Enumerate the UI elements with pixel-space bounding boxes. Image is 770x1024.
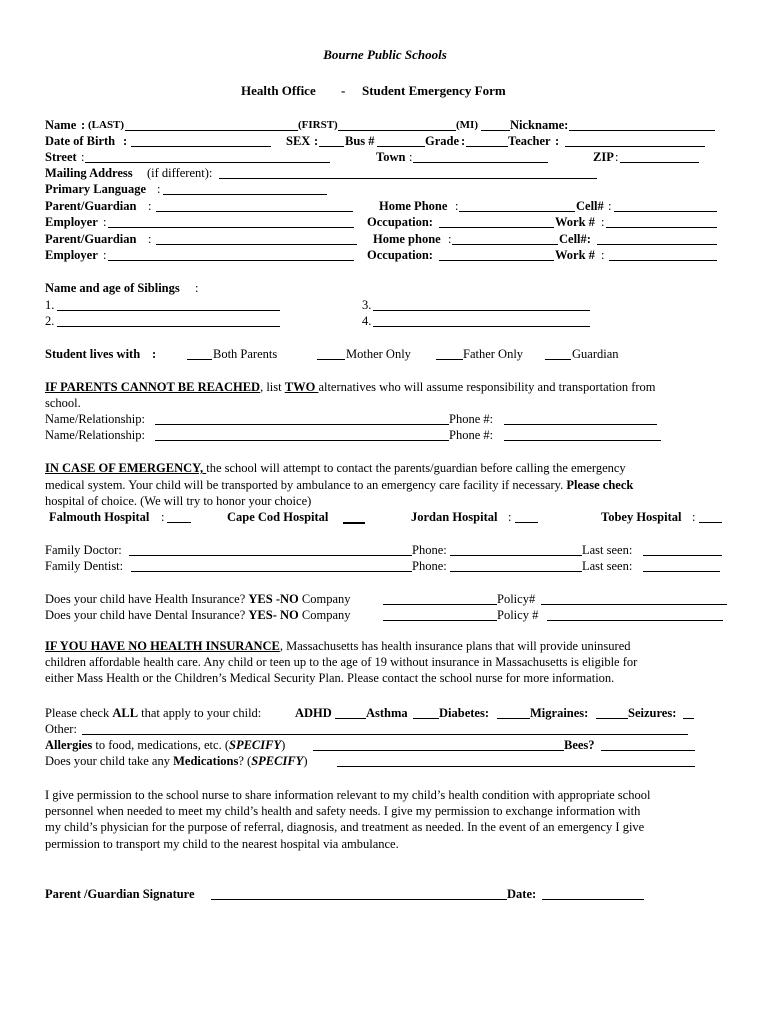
occupation2-label: Occupation: bbox=[367, 248, 433, 262]
alternatives-line-2 bbox=[0, 395, 770, 411]
conditions-prompt bbox=[45, 705, 261, 721]
health-insurance-text: Does your child have Health Insurance? bbox=[45, 592, 249, 606]
conditions-row bbox=[0, 705, 770, 721]
emergency-text-a: the school will attempt to contact the parents/guardian before calling the emergency bbox=[206, 461, 626, 475]
form-title: Student Emergency Form bbox=[362, 83, 506, 98]
allergies-close-paren: ) bbox=[281, 738, 286, 752]
town-colon: : bbox=[409, 150, 413, 164]
other-label: Other: bbox=[45, 722, 77, 736]
dental-company-label: Company bbox=[301, 608, 351, 622]
nickname-field[interactable] bbox=[569, 130, 715, 131]
no-insurance-line-2: children affordable health care. Any child or teen up to the age of 19 without insurance in Massachusetts is eligible for bbox=[45, 655, 638, 670]
employer1-field[interactable] bbox=[108, 227, 354, 228]
alternatives-text-a: , list bbox=[260, 380, 285, 394]
home-phone1-colon: : bbox=[455, 199, 459, 213]
migraines-label: Migraines: bbox=[530, 706, 589, 720]
mailing-row bbox=[0, 165, 770, 181]
cell1-colon: : bbox=[608, 199, 612, 213]
lives-with-colon: : bbox=[152, 347, 157, 361]
home-phone2-label: Home phone bbox=[373, 232, 441, 246]
other-row bbox=[0, 721, 770, 737]
sibling-2-field[interactable] bbox=[57, 326, 280, 327]
name-colon: : bbox=[81, 118, 86, 132]
doctor-phone-label: Phone: bbox=[412, 543, 447, 557]
dentist-row bbox=[0, 558, 770, 574]
employer1-colon: : bbox=[103, 215, 107, 229]
siblings-row-2 bbox=[0, 313, 770, 329]
alt-phone-1-field[interactable] bbox=[504, 424, 657, 425]
grade-field[interactable] bbox=[466, 146, 508, 147]
no-insurance-line-3: either Mass Health or the Children’s Medical Security Plan. Please contact the school nurse for more information. bbox=[45, 671, 615, 686]
dental-insurance-text: Does your child have Dental Insurance? bbox=[45, 608, 249, 622]
medications-close-paren: ) bbox=[303, 754, 308, 768]
sex-label: SEX bbox=[286, 134, 311, 148]
allergies-text bbox=[45, 737, 285, 753]
seizures-label: Seizures: bbox=[628, 706, 677, 720]
sibling-2-number: 2. bbox=[45, 314, 55, 328]
tobey-hospital-label: Tobey Hospital bbox=[601, 510, 682, 524]
adhd-label: ADHD bbox=[295, 706, 332, 720]
tobey-hospital-check[interactable] bbox=[699, 522, 722, 523]
form-title-line bbox=[0, 83, 770, 101]
bees-label: Bees? bbox=[564, 738, 595, 752]
first-label: (FIRST) bbox=[298, 119, 338, 131]
dentist-last-seen-field[interactable] bbox=[643, 571, 720, 572]
allergies-specify: SPECIFY bbox=[229, 738, 282, 752]
work1-label: Work # bbox=[555, 215, 595, 229]
doctor-label: Family Doctor: bbox=[45, 543, 122, 557]
signature-field[interactable] bbox=[211, 899, 507, 900]
falmouth-hospital-label: Falmouth Hospital bbox=[49, 510, 150, 524]
town-field[interactable] bbox=[413, 162, 548, 163]
jordan-colon: : bbox=[508, 510, 512, 524]
alternatives-heading: IF PARENTS CANNOT BE REACHED bbox=[45, 380, 261, 394]
jordan-hospital-label: Jordan Hospital bbox=[411, 510, 498, 524]
doctor-phone-field[interactable] bbox=[450, 555, 582, 556]
dob-label: Date of Birth bbox=[45, 134, 116, 148]
conditions-prompt-b: that apply to your child: bbox=[138, 706, 262, 720]
district-title: Bourne Public Schools bbox=[323, 47, 447, 62]
jordan-hospital-check[interactable] bbox=[515, 522, 538, 523]
dentist-phone-label: Phone: bbox=[412, 559, 447, 573]
doctor-last-seen-field[interactable] bbox=[643, 555, 722, 556]
date-field[interactable] bbox=[542, 899, 644, 900]
alt-name-rel-2-field[interactable] bbox=[155, 440, 449, 441]
mother-only-check[interactable] bbox=[317, 359, 345, 360]
mi-field[interactable] bbox=[481, 130, 510, 131]
medications-label: Medications bbox=[173, 754, 239, 768]
teacher-label: Teacher bbox=[508, 134, 551, 148]
employer2-colon: : bbox=[103, 248, 107, 262]
diabetes-check[interactable] bbox=[497, 718, 530, 719]
emergency-text-1 bbox=[45, 460, 626, 476]
first-name-field[interactable] bbox=[338, 130, 456, 131]
grade-label: Grade bbox=[425, 134, 460, 148]
health-yes-no[interactable]: YES -NO bbox=[248, 592, 299, 606]
dob-row bbox=[0, 133, 770, 149]
cape-cod-hospital-label: Cape Cod Hospital bbox=[227, 510, 329, 524]
home-phone2-colon: : bbox=[448, 232, 452, 246]
both-parents-check[interactable] bbox=[187, 359, 212, 360]
no-insurance-text-a: , Massachusetts has health insurance plans that will provide uninsured bbox=[279, 639, 631, 653]
dental-policy-field[interactable] bbox=[547, 620, 723, 621]
siblings-colon: : bbox=[195, 281, 199, 295]
dentist-label: Family Dentist: bbox=[45, 559, 124, 573]
street-label: Street bbox=[45, 150, 77, 164]
permission-paragraph bbox=[45, 787, 735, 852]
mi-label: (MI) bbox=[456, 119, 478, 131]
occupation1-field[interactable] bbox=[439, 227, 554, 228]
alternatives-line-1 bbox=[0, 379, 770, 395]
emergency-line-3 bbox=[0, 493, 770, 509]
emergency-line-2 bbox=[0, 477, 770, 493]
home-phone1-label: Home Phone bbox=[379, 199, 448, 213]
town-label: Town bbox=[376, 150, 406, 164]
sibling-4-field[interactable] bbox=[373, 326, 590, 327]
medications-text-b: ? ( bbox=[238, 754, 252, 768]
employer1-label: Employer bbox=[45, 215, 98, 229]
language-field[interactable] bbox=[163, 194, 327, 195]
alternatives-text bbox=[45, 379, 656, 395]
dental-insurance-row bbox=[0, 607, 770, 623]
emergency-text-2 bbox=[45, 477, 633, 493]
name-row bbox=[0, 117, 770, 133]
employer2-row bbox=[0, 247, 770, 263]
siblings-heading bbox=[0, 280, 770, 296]
guardian2-colon: : bbox=[148, 232, 152, 246]
migraines-check[interactable] bbox=[596, 718, 628, 719]
nickname-label: Nickname: bbox=[510, 118, 569, 132]
cell2-label: Cell#: bbox=[559, 232, 591, 246]
asthma-check[interactable] bbox=[413, 718, 439, 719]
both-parents-label: Both Parents bbox=[213, 347, 278, 361]
alt-phone-1-label: Phone #: bbox=[449, 412, 494, 426]
sex-colon: : bbox=[314, 134, 319, 148]
medications-field[interactable] bbox=[337, 766, 695, 767]
health-policy-field[interactable] bbox=[541, 604, 727, 605]
dentist-phone-field[interactable] bbox=[450, 571, 582, 572]
sibling-4-number: 4. bbox=[362, 314, 372, 328]
last-label: (LAST) bbox=[88, 119, 125, 131]
title-dash: - bbox=[341, 83, 346, 98]
medications-row bbox=[0, 753, 770, 769]
employer2-label: Employer bbox=[45, 248, 98, 262]
lives-with-label: Student lives with bbox=[45, 347, 141, 361]
medications-specify: SPECIFY bbox=[251, 754, 304, 768]
mailing-field[interactable] bbox=[219, 178, 597, 179]
guardian-option-label: Guardian bbox=[572, 347, 619, 361]
cell1-label: Cell# bbox=[576, 199, 604, 213]
bus-label: Bus # bbox=[345, 134, 375, 148]
employer1-row bbox=[0, 214, 770, 230]
alternatives-text-c: school. bbox=[45, 396, 81, 410]
permission-line-3: my child’s physician for the purpose of referral, diagnosis, and treatment as needed. In the event of an emergency I give bbox=[45, 820, 645, 835]
guardian2-field[interactable] bbox=[156, 244, 357, 245]
please-check-label: Please check bbox=[566, 478, 634, 492]
alt-name-rel-1-label: Name/Relationship: bbox=[45, 412, 145, 426]
teacher-field[interactable] bbox=[565, 146, 705, 147]
dental-company-field[interactable] bbox=[383, 620, 497, 621]
work1-colon: : bbox=[601, 215, 605, 229]
conditions-all: ALL bbox=[112, 706, 139, 720]
no-insurance-line-1 bbox=[45, 638, 735, 654]
emergency-text-c: hospital of choice. (We will try to honor your choice) bbox=[45, 494, 312, 508]
home-phone1-field[interactable] bbox=[459, 211, 575, 212]
street-row bbox=[0, 149, 770, 165]
date-label: Date: bbox=[507, 887, 537, 901]
street-colon: : bbox=[81, 150, 85, 164]
health-insurance-row bbox=[0, 591, 770, 607]
other-field[interactable] bbox=[82, 734, 688, 735]
street-field[interactable] bbox=[85, 162, 330, 163]
occupation2-field[interactable] bbox=[439, 260, 554, 261]
medications-text-a: Does your child take any bbox=[45, 754, 174, 768]
alt-name-rel-1-field[interactable] bbox=[155, 424, 449, 425]
alt-contact-1-row bbox=[0, 411, 770, 427]
permission-line-2: personnel when needed to meet my child’s health and safety needs. I give my permission to exchange information with bbox=[45, 804, 641, 819]
falmouth-colon: : bbox=[161, 510, 165, 524]
permission-line-4: permission to transport my child to the nearest hospital via ambulance. bbox=[45, 836, 399, 851]
teacher-colon: : bbox=[555, 134, 560, 148]
dob-field[interactable] bbox=[131, 146, 271, 147]
sibling-1-number: 1. bbox=[45, 298, 55, 312]
no-insurance-heading: IF YOU HAVE NO HEALTH INSURANCE bbox=[45, 639, 280, 653]
cell1-field[interactable] bbox=[614, 211, 717, 212]
health-company-label: Company bbox=[301, 592, 351, 606]
home-phone2-field[interactable] bbox=[452, 244, 558, 245]
dental-insurance-question bbox=[45, 607, 351, 623]
alt-name-rel-2-label: Name/Relationship: bbox=[45, 428, 145, 442]
grade-colon: : bbox=[461, 134, 466, 148]
adhd-check[interactable] bbox=[335, 718, 366, 719]
bees-field[interactable] bbox=[601, 750, 695, 751]
occupation1-label: Occupation: bbox=[367, 215, 433, 229]
mailing-label: Mailing Address bbox=[45, 166, 133, 180]
work2-field[interactable] bbox=[609, 260, 717, 261]
language-colon: : bbox=[157, 182, 161, 196]
lives-with-row bbox=[0, 346, 770, 362]
health-policy-label: Policy# bbox=[497, 592, 536, 606]
parent1-row bbox=[0, 198, 770, 214]
doctor-row bbox=[0, 542, 770, 558]
dentist-field[interactable] bbox=[131, 571, 412, 572]
allergies-field[interactable] bbox=[313, 750, 564, 751]
emergency-text-b: medical system. Your child will be transported by ambulance to an emergency care facility if necessary. bbox=[45, 478, 567, 492]
language-label: Primary Language bbox=[45, 182, 147, 196]
allergies-row bbox=[0, 737, 770, 753]
emergency-heading: IN CASE OF EMERGENCY, bbox=[45, 461, 207, 475]
diabetes-label: Diabetes: bbox=[439, 706, 489, 720]
doctor-field[interactable] bbox=[129, 555, 412, 556]
doctor-last-seen-label: Last seen: bbox=[582, 543, 633, 557]
signature-label: Parent /Guardian Signature bbox=[45, 887, 195, 901]
asthma-label: Asthma bbox=[366, 706, 408, 720]
dentist-last-seen-label: Last seen: bbox=[582, 559, 633, 573]
guardian2-label: Parent/Guardian bbox=[45, 232, 137, 246]
employer2-field[interactable] bbox=[108, 260, 354, 261]
zip-colon: : bbox=[615, 150, 619, 164]
alternatives-text-b: alternatives who will assume responsibility and transportation from bbox=[318, 380, 656, 394]
zip-field[interactable] bbox=[620, 162, 699, 163]
siblings-label: Name and age of Siblings bbox=[45, 281, 180, 295]
seizures-check[interactable] bbox=[683, 718, 694, 719]
work2-label: Work # bbox=[555, 248, 595, 262]
alternatives-two: TWO bbox=[284, 380, 319, 394]
zip-label: ZIP bbox=[593, 150, 614, 164]
mailing-note: (if different): bbox=[147, 166, 213, 180]
sibling-1-field[interactable] bbox=[57, 310, 280, 311]
guardian-check[interactable] bbox=[545, 359, 571, 360]
office-title: Health Office bbox=[241, 83, 316, 98]
conditions-prompt-a: Please check bbox=[45, 706, 113, 720]
dob-colon: : bbox=[123, 134, 128, 148]
health-insurance-question bbox=[45, 591, 351, 607]
allergies-text-b: to food, medications, etc. ( bbox=[92, 738, 229, 752]
bus-field[interactable] bbox=[377, 146, 425, 147]
guardian1-colon: : bbox=[148, 199, 152, 213]
dental-policy-label: Policy # bbox=[497, 608, 539, 622]
signature-row bbox=[0, 886, 770, 902]
father-only-label: Father Only bbox=[463, 347, 524, 361]
parent2-row bbox=[0, 231, 770, 247]
last-name-field[interactable] bbox=[125, 130, 298, 131]
name-label: Name bbox=[45, 118, 77, 132]
sex-field[interactable] bbox=[319, 146, 344, 147]
guardian1-label: Parent/Guardian bbox=[45, 199, 137, 213]
hospital-choice-row bbox=[0, 509, 770, 525]
work2-colon: : bbox=[601, 248, 605, 262]
mother-only-label: Mother Only bbox=[346, 347, 411, 361]
falmouth-hospital-check[interactable] bbox=[167, 522, 191, 523]
dental-yes-no[interactable]: YES- NO bbox=[248, 608, 299, 622]
sibling-3-field[interactable] bbox=[373, 310, 590, 311]
alt-phone-2-label: Phone #: bbox=[449, 428, 494, 442]
father-only-check[interactable] bbox=[436, 359, 463, 360]
alt-contact-2-row bbox=[0, 427, 770, 443]
language-row bbox=[0, 181, 770, 197]
no-insurance-paragraph bbox=[45, 638, 735, 687]
siblings-row-1 bbox=[0, 297, 770, 313]
cape-cod-hospital-check[interactable] bbox=[343, 522, 365, 524]
sibling-3-number: 3. bbox=[362, 298, 372, 312]
allergies-label: Allergies bbox=[45, 738, 93, 752]
cell2-field[interactable] bbox=[597, 244, 717, 245]
guardian1-field[interactable] bbox=[156, 211, 353, 212]
emergency-line-1 bbox=[0, 460, 770, 476]
health-company-field[interactable] bbox=[383, 604, 497, 605]
alt-phone-2-field[interactable] bbox=[504, 440, 661, 441]
permission-line-1: I give permission to the school nurse to share information relevant to my child’s health condition with appropriate school bbox=[45, 788, 651, 802]
medications-text bbox=[45, 753, 308, 769]
work1-field[interactable] bbox=[606, 227, 717, 228]
tobey-colon: : bbox=[692, 510, 696, 524]
